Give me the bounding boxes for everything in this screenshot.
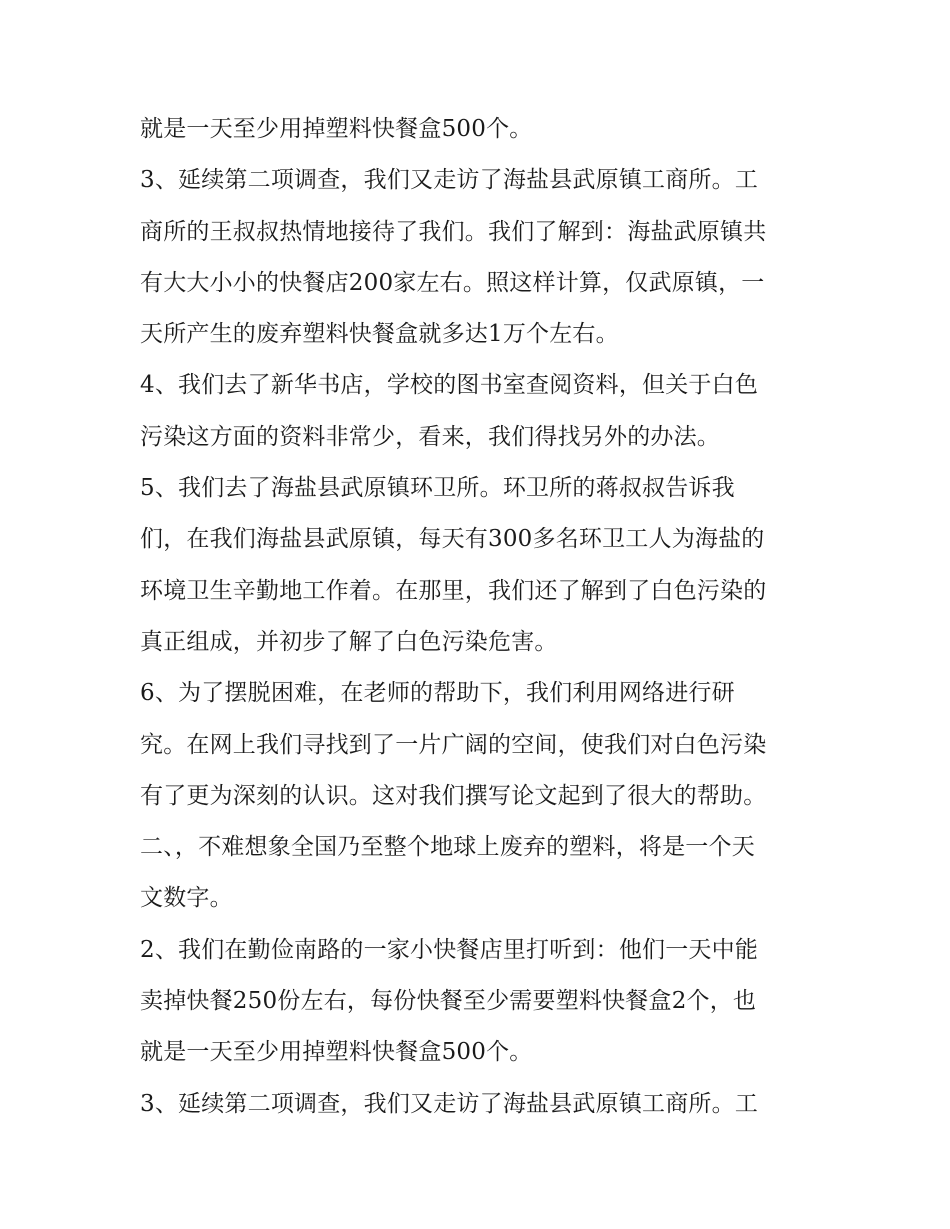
text-line: 们，在我们海盐县武原镇，每天有300多名环卫工人为海盐的 <box>140 526 765 553</box>
document-body <box>140 104 820 1130</box>
text-line: 6、为了摆脱困难，在老师的帮助下，我们利用网络进行研 <box>140 680 735 707</box>
text-line: 4、我们去了新华书店，学校的图书室查阅资料，但关于白色 <box>140 372 759 399</box>
text-line: 究。在网上我们寻找到了一片广阔的空间，使我们对白色污染 <box>140 731 767 758</box>
text-line: 商所的王叔叔热情地接待了我们。我们了解到：海盐武原镇共 <box>140 218 767 245</box>
text-line: 5、我们去了海盐县武原镇环卫所。环卫所的蒋叔叔告诉我 <box>140 475 735 502</box>
text-line: 有了更为深刻的认识。这对我们撰写论文起到了很大的帮助。 <box>140 782 767 809</box>
text-line: 就是一天至少用掉塑料快餐盒500个。 <box>140 1039 533 1066</box>
text-line: 2、我们在勤俭南路的一家小快餐店里打听到：他们一天中能 <box>140 936 759 963</box>
text-line: 真正组成，并初步了解了白色污染危害。 <box>140 628 558 655</box>
text-line: 文数字。 <box>140 885 233 912</box>
text-line: 卖掉快餐250份左右，每份快餐至少需要塑料快餐盒2个，也 <box>140 988 757 1015</box>
text-line: 3、延续第二项调查，我们又走访了海盐县武原镇工商所。工 <box>140 167 759 194</box>
text-line: 就是一天至少用掉塑料快餐盒500个。 <box>140 116 533 142</box>
text-line: 污染这方面的资料非常少，看来，我们得找另外的办法。 <box>140 423 720 450</box>
text-line: 环境卫生辛勤地工作着。在那里，我们还了解到了白色污染的 <box>140 577 767 604</box>
text-line: 有大大小小的快餐店200家左右。照这样计算，仅武原镇，一 <box>140 269 765 296</box>
text-line: 天所产生的废弃塑料快餐盒就多达1万个左右。 <box>140 321 619 348</box>
text-line: 二、，不难想象全国乃至整个地球上废弃的塑料，将是一个天 <box>140 834 755 861</box>
text-line: 3、延续第二项调查，我们又走访了海盐县武原镇工商所。工 <box>140 1090 759 1117</box>
